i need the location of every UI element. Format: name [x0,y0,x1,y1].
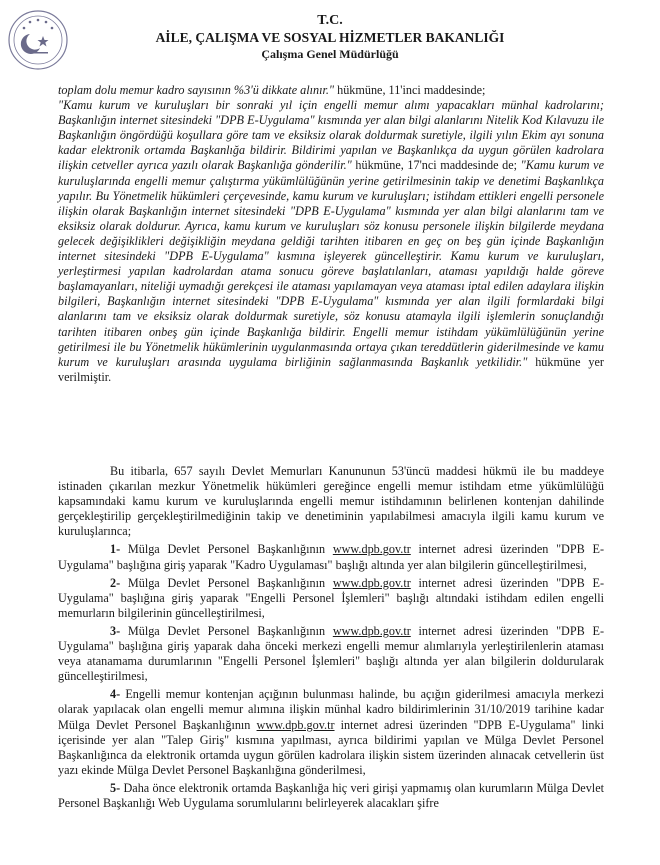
dpb-link[interactable]: www.dpb.gov.tr [332,623,411,638]
item-number: 2- [110,575,121,590]
item-text: Engelli memur kontenjan açığının bulunması halinde, bu açığın giderilmesi amacıyla merkezi olarak yapılacak olan engelli memur alımına ilişkin münhal kadro bildirimlerinin 31/10/2019 tarihine kadar Mülga Devlet Personel Başkanlığının [58,687,604,732]
quote-s3-tail: hükmüne yer verilmiştir. [58,354,604,384]
quote-s1: toplam dolu memur kadro sayısının %3'ü dikkate alınır." [58,83,335,97]
list-item-2 [58,576,604,621]
item-number: 1- [110,542,121,557]
item-text: Mülga Devlet Personel Başkanlığının [120,575,333,590]
item-text: internet adresi üzerinden "DPB E-Uygulama" linki içerisinde yer alan "Talep Giriş" kısmına yapılması, ayrıca bildirimi yapılan ve Mülga Devlet Personel Başkanlığınca da elektronik ortamda uygun görülen kadrolara ilişkin sistem üzerinden alınacak cetvellerin üst yazı ekinde Mülga Devlet Personel Başkanlığına gönderilmesi, [58,717,604,777]
list-item-1 [58,542,604,572]
item-text: Mülga Devlet Personel Başkanlığının [120,623,333,638]
quote-s1-tail: hükmüne, 11'inci maddesinde; [334,83,486,97]
letterhead [0,12,660,63]
item-number: 3- [110,623,121,638]
intro-paragraph: Bu itibarla, 657 sayılı Devlet Memurları Kanununun 53'üncü maddesi hükmü ile bu maddeye istinaden çıkarılan mezkur Yönetmelik hükümleri gereğince engelli memur istihdam etme yükümlülüğü kapsamındaki kamu kurum ve kuruluşlarında engelli memur istihdamının belirlenen kontenjan dahilinde gerçekleştirilip gerçekleştirilmediğinin takip ve denetiminin yapılabilmesi amacıyla ilgili kamu kurum ve kuruluşlarınca; [58,464,604,539]
list-item-3 [58,624,604,684]
item-text: Daha önce elektronik ortamda Başkanlığa hiç veri girişi yapmamış olan kurumların Mülga Devlet Personel Başkanlığı Web Uygulama sorumlularını belirleyerek alacakları şifre [58,780,604,810]
item-number: 5- [110,780,121,795]
quote-s2-tail: hükmüne, 17'nci maddesinde de; [351,158,517,173]
item-number: 4- [110,687,121,702]
list-item-4 [58,687,604,778]
header-tc: T.C. [317,13,343,28]
letter-body [58,464,604,814]
dpb-link[interactable]: www.dpb.gov.tr [332,542,411,557]
quoted-regulation [58,83,604,385]
dpb-link[interactable]: www.dpb.gov.tr [332,575,411,590]
quote-s2: "Kamu kurum ve kuruluşları bir sonraki yıl için engelli memur alımı yapacakları münhal kadrolarını; Başkanlığın internet sitesindeki "DPB E-Uygulama" kısmında yer alan bilgi alanlarını Nitelik Kod Kılavuzu ile Başkanlığın öngördüğü koşullara göre tam ve eksiksiz olarak doldurmak suretiyle, ilgili yılın Ekim ayı sonuna kadar elektronik ortamda Başkanlığa bildirir. Bildirimi yapılan ve Başkanlıkça da uygun görülen kadrolara ilişkin cetveller ayrıca yazılı olarak Başkanlığa gönderilir." [58,98,604,173]
header-directorate: Çalışma Genel Müdürlüğü [261,47,399,61]
list-item-5 [58,781,604,811]
item-text: internet adresi üzerinden "DPB E-Uygulama" başlığına giriş yaparak daha önceki merkezi engelli memur alımlarıyla yerleştirilenlerin ataması veya atanamama durumlarının "Engelli Personel İşlemleri" başlığı altında yer alan bilgilerin doldurularak güncelleştirilmesi, [58,623,605,684]
quote-s3: "Kamu kurum ve kuruluşlarında engelli memur çalıştırma yükümlülüğünün yerine getirilmesinin takip ve denetimi Başkanlıkça yapılır. Bu Yönetmelik hükümleri çerçevesinde, kamu kurum ve kuruluşları; istihdam ettikleri engelli personele ilişkin olarak Başkanlığın internet sitesindeki "DPB E-Uygulama" kısmında yer alan bilgi alanlarını tam ve eksiksiz olarak doldurur. Ayrıca, kamu kurum ve kuruluşları söz konusu personele ilişkin bilgilerde meydana gelecek değişiklikleri değişikliğin meydana geldiği tarihten itibaren en geç on beş gün içinde Başkanlığın internet sitesindeki "DPB E-Uygulama" kısmına işleyerek güncelleştirir. Kamu kurum ve kuruluşları, yerleştirmesi yapılan kadrolardan atama sonucu göreve başlatılanları, ataması yapıldığı halde göreve başlamayanları, niteliği uymadığı gerekçesi ile ataması yapılamayan veya ataması iptal edilen adaylara ilişkin bilgileri, Başkanlığın internet sitesindeki "DPB E-Uygulama" kısmında yer alan ilgili formlardaki bilgi alanlarını tam ve eksiksiz olarak doldurmak suretiyle, söz konusu atamayla ilgili işlemlerin sonuçlandığı tarihten itibaren onbeş gün içinde Başkanlığa bildirir. Engelli memur istihdam yükümlülüğünün yerine getirilmesi ile bu Yönetmelik hükümlerinin uygulanmasında ortaya çıkan tereddütlerin giderilmesinde ve kamu kurum ve kuruluşları arasında uygulama birliğinin sağlanmasında Başkanlık yetkilidir." [58,158,604,369]
item-text: internet adresi üzerinden "DPB E-Uygulama" başlığına giriş yaparak "Engelli Personel İşlemleri" başlığı altındaki istihdam edilen engelli memurların bilgilerinin güncelleştirilmesi, [58,575,605,620]
item-text: Mülga Devlet Personel Başkanlığının [120,542,333,557]
item-text: internet adresi üzerinden "DPB E-Uygulama" başlığına giriş yaparak "Kadro Uygulaması" başlığı altında yer alan bilgilerin güncelleştirilmesi, [58,542,605,572]
header-ministry: AİLE, ÇALIŞMA VE SOSYAL HİZMETLER BAKANLIĞI [155,30,505,45]
dpb-link[interactable]: www.dpb.gov.tr [256,717,335,732]
